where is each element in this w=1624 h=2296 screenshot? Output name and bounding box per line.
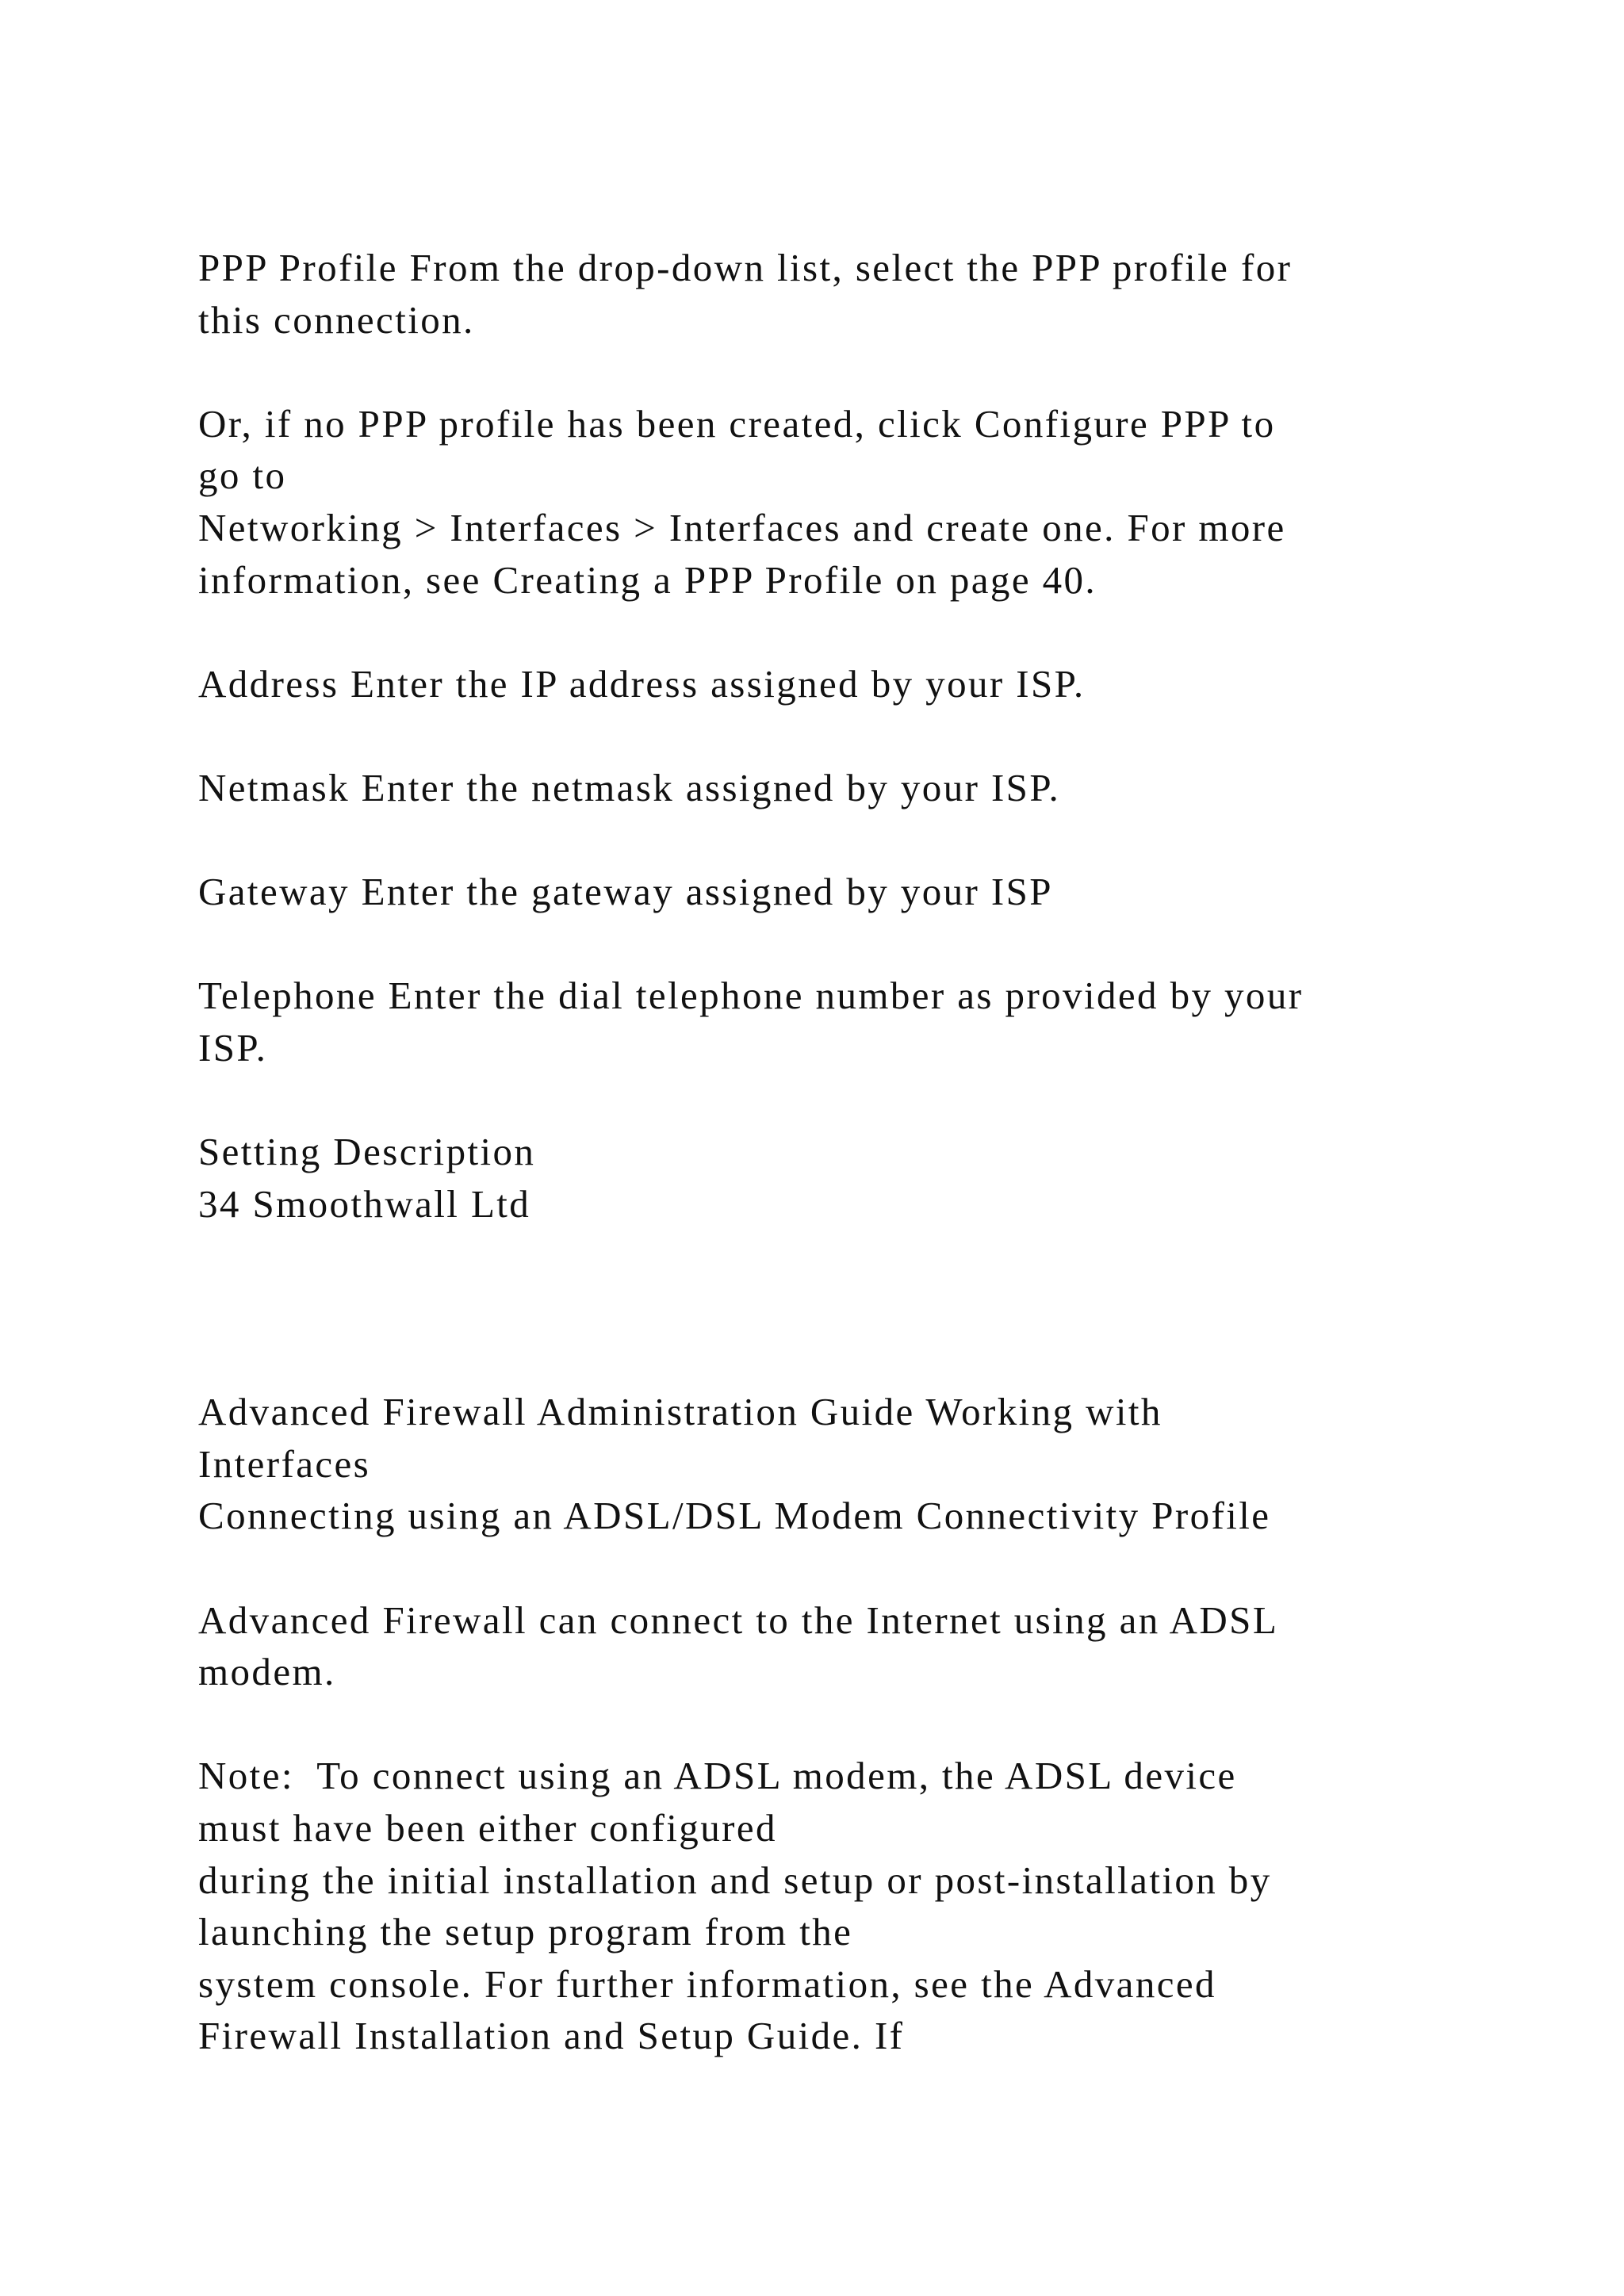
guide-header [198,1386,1467,1542]
text-line: Gateway Enter the gateway assigned by your ISP [198,870,1053,914]
netmask-paragraph [198,762,1467,814]
text-line: Interfaces [198,1441,371,1486]
text-line: this connection. [198,297,475,342]
section-title: Connecting using an ADSL/DSL Modem Connectivity Profile [198,1494,1271,1538]
text-line: Networking > Interfaces > Interfaces and create one. For more [198,505,1286,549]
gateway-paragraph [198,866,1467,918]
note-paragraph [198,1750,1467,2062]
text-line: PPP Profile From the drop-down list, select the PPP profile for [198,246,1293,289]
text-line: Advanced Firewall Administration Guide Working with [198,1390,1162,1434]
paragraph-gap [198,814,1467,867]
page-footer [198,1178,1467,1230]
text-line: Address Enter the IP address assigned by your ISP. [198,661,1086,706]
ppp-profile-paragraph [198,242,1467,346]
text-line: Firewall Installation and Setup Guide. If [198,2014,905,2058]
text-line: system console. For further information, see the Advanced [198,1961,1216,2006]
page-break-gap [198,1230,1467,1386]
intro-paragraph [198,1594,1467,1698]
paragraph-gap [198,1074,1467,1127]
text-line: ISP. [198,1025,268,1070]
text-line: Note: To connect using an ADSL modem, the ADSL device [198,1754,1237,1798]
paragraph-gap [198,1698,1467,1751]
paragraph-gap [198,918,1467,970]
telephone-paragraph [198,970,1467,1073]
paragraph-gap [198,1542,1467,1594]
text-line: go to [198,453,287,498]
text-line: Or, if no PPP profile has been created, click Configure PPP to [198,401,1276,446]
text-line: launching the setup program from the [198,1910,853,1954]
paragraph-gap [198,346,1467,398]
configure-ppp-paragraph [198,398,1467,606]
paragraph-gap [198,710,1467,762]
text-line: Telephone Enter the dial telephone number as provided by your [198,974,1304,1018]
text-line: Setting Description [198,1130,536,1174]
address-paragraph [198,658,1467,710]
text-line: must have been either configured [198,1806,777,1850]
text-line: 34 Smoothwall Ltd [198,1181,531,1226]
text-line: modem. [198,1650,336,1694]
text-line: during the initial installation and setup or post-installation by [198,1858,1272,1902]
table-header-paragraph [198,1126,1467,1178]
text-line: Advanced Firewall can connect to the Internet using an ADSL [198,1598,1279,1642]
document-body [198,242,1467,2062]
text-line: information, see Creating a PPP Profile on page 40. [198,557,1097,602]
text-line: Netmask Enter the netmask assigned by your ISP. [198,765,1061,809]
paragraph-gap [198,606,1467,658]
